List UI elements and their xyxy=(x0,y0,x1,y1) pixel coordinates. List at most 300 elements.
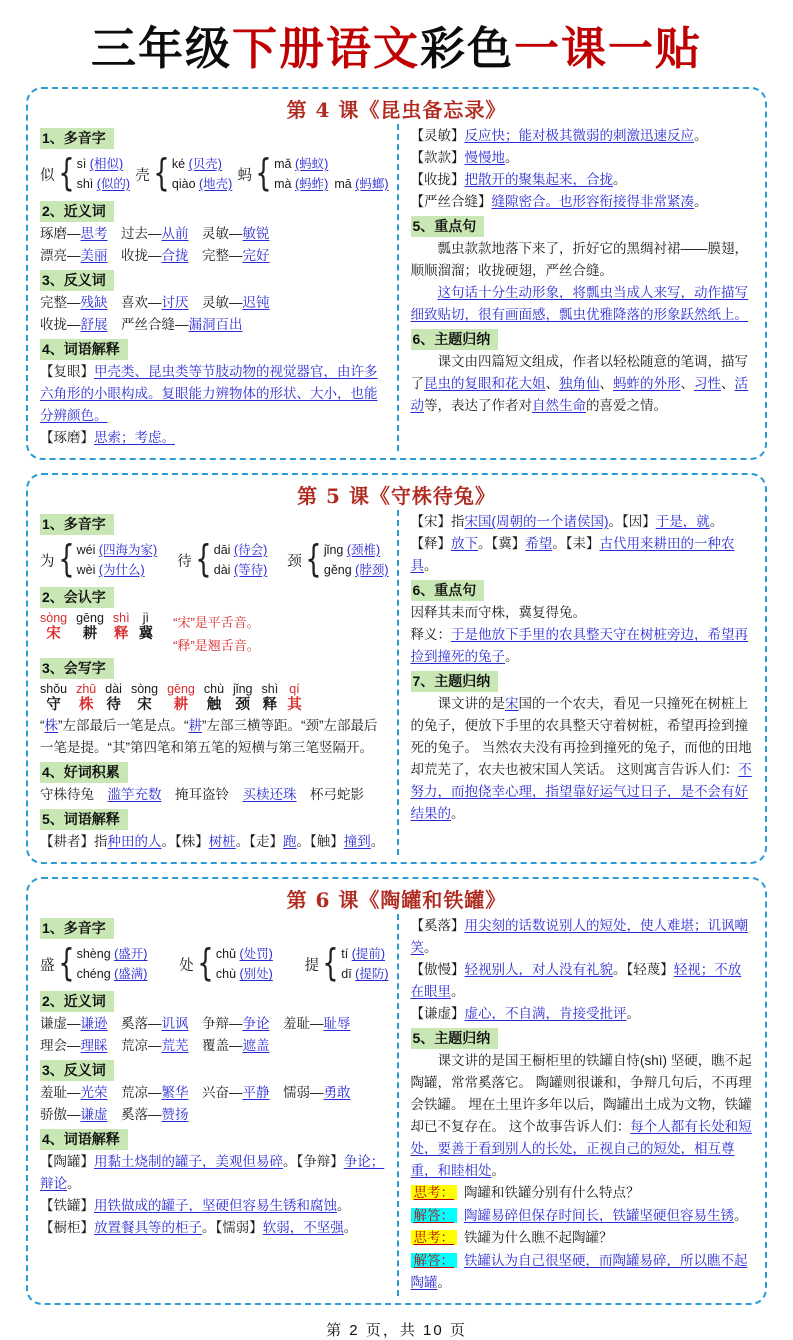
text-run: 。【走】 xyxy=(235,834,283,850)
paragraph xyxy=(40,1217,391,1239)
column-left xyxy=(38,510,397,855)
pinyin-stack xyxy=(262,682,279,714)
text-run: 习性 xyxy=(694,376,721,391)
section-heading xyxy=(411,329,754,350)
section-heading xyxy=(40,128,391,149)
brace-glyph: { xyxy=(195,537,212,582)
reading-pair xyxy=(324,543,380,557)
polyphone-group xyxy=(177,537,268,582)
lesson-card xyxy=(26,87,767,460)
text-run: 奚落— xyxy=(107,1016,162,1032)
text-run: 漏洞百出 xyxy=(188,317,243,332)
character-text: 宋 xyxy=(137,697,152,713)
pinyin-text: sòng xyxy=(130,682,159,696)
paragraph xyxy=(411,915,754,959)
text-run: 下册语文 xyxy=(231,22,420,75)
qa-row xyxy=(411,1205,754,1227)
text-run: 。 xyxy=(694,128,708,143)
text-run: 理睬 xyxy=(80,1038,108,1054)
pinyin-stack xyxy=(167,682,195,714)
example-word: (等待) xyxy=(233,563,268,577)
text-run: 缝隙密合。也形容衔接得非常紧凑 xyxy=(491,194,694,209)
paragraph xyxy=(411,511,754,533)
text-run: 平静 xyxy=(242,1085,270,1101)
pinyin-text: chù xyxy=(203,682,225,696)
page-footer: 第 2 页，共 10 页 xyxy=(326,1322,467,1340)
column-right xyxy=(397,914,756,1296)
text-run: 喜欢— xyxy=(121,295,162,310)
section-heading-label: 6、重点句 xyxy=(411,580,485,601)
pinyin-stack xyxy=(76,682,96,714)
text-run: 讨厌 xyxy=(161,295,189,310)
qa-row xyxy=(411,1250,754,1295)
character-text: 释 xyxy=(114,626,129,642)
section-heading xyxy=(40,658,391,679)
pinyin-text: mǎ xyxy=(274,157,295,171)
text-run: 【耕者】指 xyxy=(40,834,108,850)
paragraph xyxy=(411,125,754,147)
text-run: 【灵敏】 xyxy=(410,128,465,143)
polyphone-base-char: 提 xyxy=(304,957,320,974)
text-run: 彩色 xyxy=(420,22,515,75)
section-heading-label: 4、好词积累 xyxy=(40,762,128,783)
text-run: 光荣 xyxy=(80,1085,108,1101)
text-run: 一课一贴 xyxy=(514,22,703,75)
text-run: 舒展 xyxy=(80,317,108,332)
paragraph xyxy=(411,1050,754,1182)
text-run: 于是，就 xyxy=(655,514,710,529)
paragraph xyxy=(40,1151,391,1195)
text-run xyxy=(189,248,203,263)
text-run: 。 xyxy=(437,1275,451,1291)
pinyin-character-row xyxy=(40,680,391,715)
character-text: 耕 xyxy=(173,697,189,713)
section-heading xyxy=(40,1129,391,1150)
answer-label: 解答： xyxy=(411,1208,458,1223)
reading-pair xyxy=(341,967,388,981)
text-run: 谦虚— xyxy=(40,1016,81,1032)
text-run: 。 xyxy=(505,649,519,664)
text-run: 三年级 xyxy=(90,22,232,75)
section-heading xyxy=(40,762,391,783)
pinyin-stack xyxy=(131,682,158,714)
pinyin-stack xyxy=(40,611,67,643)
pinyin-text: jì xyxy=(142,611,149,625)
example-word: (蚂螂) xyxy=(355,177,389,191)
paragraph xyxy=(40,223,391,245)
text-run: 理会— xyxy=(40,1038,81,1054)
paragraph xyxy=(40,1195,391,1217)
text-run: 【陶罐】 xyxy=(40,1154,94,1170)
text-run: 等，表达了作者对 xyxy=(424,398,532,413)
pinyin-text: dāi xyxy=(213,543,234,557)
text-run: 种田的人 xyxy=(107,834,162,850)
pinyin-text: qiào xyxy=(171,177,199,191)
text-run: 【款款】 xyxy=(410,150,465,165)
section-title: 第 6 课《陶罐和铁罐》 xyxy=(286,888,507,913)
text-run: 合拢 xyxy=(161,248,189,263)
pinyin-stack xyxy=(139,611,154,643)
think-label: 思考： xyxy=(411,1230,458,1245)
paragraph xyxy=(411,693,754,825)
text-run: 课文讲的是国王橱柜里的铁罐自恃(shì) 坚硬，瞧不起陶罐，常常奚落它。 陶罐则很谦和，争辩几句后，不再理会铁罐。 埋在土里许多年以后，陶罐出土成为文物，铁罐却已不复存在。 这个故事告诉人们： xyxy=(410,1053,752,1135)
text-run: 过去— xyxy=(121,226,162,241)
text-run: 课文由四篇短文组成，作者以轻松随意的笔调，描写了 xyxy=(410,354,748,391)
pinyin-text: shì xyxy=(261,682,279,696)
text-run: 【谦虚】 xyxy=(410,1006,465,1022)
character-text: 守 xyxy=(46,697,61,713)
text-run: 。 xyxy=(694,194,708,209)
text-run: 羞耻— xyxy=(40,1085,81,1101)
text-run: 收拢— xyxy=(121,248,162,263)
text-run: 。【争辩】 xyxy=(283,1154,344,1170)
text-run: 课文讲的是 xyxy=(437,696,505,711)
brace-glyph: { xyxy=(197,941,214,986)
pinyin-text: shèng xyxy=(76,947,115,962)
text-run xyxy=(108,317,122,332)
reading-pair xyxy=(77,967,148,981)
paragraph xyxy=(40,292,391,314)
text-run: 轻视别人，对人没有礼貌 xyxy=(464,962,613,978)
paragraph xyxy=(411,169,754,191)
text-run: 放下 xyxy=(451,536,478,551)
polyphone-readings xyxy=(214,540,267,580)
polyphone-base-char: 蚂 xyxy=(237,167,253,184)
page-title xyxy=(0,0,793,87)
text-run: 跑 xyxy=(283,834,297,850)
polyphone-reading-line xyxy=(214,540,267,560)
pinyin-text: gēng xyxy=(167,682,195,696)
text-run: 。【触】 xyxy=(296,834,344,850)
polyphone-base-char: 盛 xyxy=(40,957,55,974)
pinyin-character-list xyxy=(40,682,302,714)
text-run: 掩耳盗铃 xyxy=(161,787,243,803)
pinyin-text: shì xyxy=(112,611,130,625)
example-word: (蚂蚱) xyxy=(294,177,329,191)
text-run: 敏锐 xyxy=(242,226,270,241)
answer-label: 解答： xyxy=(411,1253,458,1268)
text-run: 买椟还珠 xyxy=(242,787,297,803)
pinyin-text: jǐng xyxy=(233,682,253,696)
brace-glyph: { xyxy=(57,151,75,196)
polyphone-readings xyxy=(216,944,273,984)
pinyin-text: dī xyxy=(341,967,356,982)
text-run: 蚂蚱的外形 xyxy=(613,376,681,391)
brace-glyph: { xyxy=(153,151,170,196)
text-run: 赞扬 xyxy=(161,1107,189,1123)
polyphone-readings xyxy=(324,540,389,580)
text-run: 勇敢 xyxy=(323,1085,351,1101)
text-run: 耻辱 xyxy=(323,1016,351,1032)
polyphone-reading-line xyxy=(77,540,158,560)
text-run: 软弱，不坚强 xyxy=(262,1220,344,1236)
text-run: 繁华 xyxy=(161,1085,189,1101)
text-run: 严丝合缝— xyxy=(121,317,189,332)
text-run: 、 xyxy=(721,376,735,391)
text-run: 。 xyxy=(626,1006,640,1022)
text-run: 虚心，不自满，肯接受批评 xyxy=(464,1006,627,1022)
polyphone-group xyxy=(287,537,389,582)
polyphone-group xyxy=(40,151,131,196)
section-heading xyxy=(40,991,391,1012)
think-label: 思考： xyxy=(411,1185,458,1200)
paragraph xyxy=(40,715,391,759)
polyphone-group xyxy=(135,151,233,196)
polyphone-reading-line xyxy=(77,154,130,174)
text-run: 【橱柜】 xyxy=(40,1220,94,1236)
text-run: 灵敏— xyxy=(202,295,243,310)
section-heading-label: 3、反义词 xyxy=(40,1060,114,1081)
text-run: 。【耒】 xyxy=(552,536,600,551)
text-run: 、 xyxy=(545,376,559,391)
reading-pair xyxy=(172,157,222,171)
text-run: 株 xyxy=(44,718,58,734)
text-run: 【奚落】 xyxy=(410,918,465,934)
text-run: 【复眼】 xyxy=(40,364,94,379)
section-heading-label: 4、词语解释 xyxy=(40,339,128,360)
text-run: 争论；辩论 xyxy=(40,1154,385,1192)
text-run xyxy=(189,295,203,310)
paragraph xyxy=(40,245,391,267)
qa-row xyxy=(411,1227,754,1249)
polyphone-reading-line xyxy=(274,154,388,174)
polyphone-group xyxy=(304,941,389,986)
text-run: 完好 xyxy=(242,248,270,263)
section-heading-label: 5、重点句 xyxy=(411,216,485,237)
lesson-card xyxy=(26,877,767,1305)
paragraph xyxy=(40,831,391,853)
text-run: 瓢虫款款地落下来了，折好它的黑绸衬裙——膜翅，顺顺溜溜；收拢硬翅，严丝合缝。 xyxy=(410,241,748,278)
text-run: 遮盖 xyxy=(242,1038,270,1054)
section-heading-label: 2、近义词 xyxy=(40,201,114,222)
reading-pair xyxy=(214,543,267,557)
pinyin-text: dài xyxy=(105,682,122,696)
text-run: ”左部最后一笔是点。“ xyxy=(58,718,189,734)
text-run: 奚落— xyxy=(107,1107,162,1123)
example-word: (贝壳) xyxy=(188,157,222,171)
card-columns xyxy=(38,510,755,855)
character-text: 颈 xyxy=(235,697,251,713)
section-heading xyxy=(40,514,391,535)
character-text: 触 xyxy=(206,697,222,713)
text-run: 杯弓蛇影 xyxy=(296,787,364,803)
reading-pair xyxy=(77,157,124,171)
text-run: 完整— xyxy=(40,295,81,310)
section-heading xyxy=(411,580,754,601)
text-run: 骄傲— xyxy=(40,1107,81,1123)
text-run: 收拢— xyxy=(40,317,81,332)
text-run: 思考 xyxy=(80,226,108,241)
paragraph xyxy=(40,1082,391,1104)
pinyin-text: mà xyxy=(274,177,295,191)
paragraph xyxy=(40,1035,391,1057)
text-run: 【宋】指 xyxy=(410,514,465,529)
text-run: 谦虚 xyxy=(80,1107,108,1123)
character-text: 冀 xyxy=(138,626,154,642)
card-columns xyxy=(38,124,755,451)
paragraph xyxy=(40,361,391,427)
text-run: 活动 xyxy=(410,376,748,413)
section-title: 第 4 课《昆虫备忘录》 xyxy=(286,98,507,122)
text-run xyxy=(108,226,122,241)
pinyin-text: chù xyxy=(215,967,240,982)
polyphone-group xyxy=(237,151,389,196)
example-word: (相似) xyxy=(89,157,124,171)
text-run: 懦弱— xyxy=(269,1085,324,1101)
paragraph xyxy=(40,1013,391,1035)
paragraph xyxy=(411,238,754,282)
text-run: 用黏土烧制的罐子，美观但易碎 xyxy=(94,1154,283,1170)
reading-pair xyxy=(77,177,130,191)
text-run: 漂亮— xyxy=(40,248,81,263)
text-run: 琢磨— xyxy=(40,226,81,241)
section-title: 第 5 课《守株待兔》 xyxy=(297,484,496,508)
paragraph xyxy=(411,351,754,417)
pronunciation-note: “宋”是平舌音。 xyxy=(173,615,260,630)
brace-glyph: { xyxy=(57,941,75,986)
text-run: 。【株】 xyxy=(161,834,209,850)
text-run: 。 xyxy=(424,558,438,573)
section-heading xyxy=(40,809,391,830)
text-run: 。 xyxy=(451,806,465,821)
reading-pair xyxy=(341,947,385,961)
lesson-card xyxy=(26,473,767,864)
reading-pair xyxy=(214,563,267,577)
text-run: 放置餐具等的柜子 xyxy=(94,1220,202,1236)
character-text: 其 xyxy=(287,697,302,713)
polyphone-group xyxy=(40,941,148,986)
pinyin-stack xyxy=(105,682,122,714)
polyphone-base-char: 处 xyxy=(179,957,194,974)
text-run: 【傲慢】 xyxy=(410,962,465,978)
polyphone-reading-line xyxy=(341,964,388,984)
pinyin-text: chǔ xyxy=(215,947,240,962)
polyphone-readings xyxy=(77,944,148,984)
polyphone-reading-line xyxy=(77,964,148,984)
section-heading xyxy=(40,270,391,291)
text-run: 撞到 xyxy=(343,834,371,850)
example-word: (为什么) xyxy=(98,563,145,577)
text-run: 甲壳类、昆虫类等节肢动物的视觉器官，由许多六角形的小眼构成。复眼能力辨物体的形状、大小，也能分辨颜色。 xyxy=(40,364,378,423)
column-right xyxy=(397,510,756,855)
text-run: 希望 xyxy=(525,536,553,551)
text-run: 的喜爱之情。 xyxy=(586,398,667,413)
brace-glyph: { xyxy=(322,941,339,986)
pinyin-stack xyxy=(204,682,224,714)
reading-pair xyxy=(334,177,388,191)
text-run: 从前 xyxy=(161,226,189,241)
pinyin-text: jǐng xyxy=(323,543,347,557)
section-heading-label: 5、主题归纳 xyxy=(411,1028,499,1049)
text-run: 自然生命 xyxy=(532,398,586,413)
brace-glyph: { xyxy=(57,537,75,582)
text-run: 迟钝 xyxy=(242,295,270,310)
section-heading xyxy=(40,1060,391,1081)
text-run: 争论 xyxy=(242,1016,270,1032)
text-run: 释义： xyxy=(410,627,451,642)
pinyin-text: shǒu xyxy=(40,682,68,696)
text-run: 思索；考虑。 xyxy=(94,430,175,445)
paragraph xyxy=(411,147,754,169)
pinyin-stack xyxy=(287,682,302,714)
text-run: 把散开的聚集起来，合拢 xyxy=(464,172,613,187)
text-run: 、 xyxy=(599,376,613,391)
text-run: 。【懦弱】 xyxy=(202,1220,263,1236)
paragraph xyxy=(411,191,754,213)
text-run: 。 xyxy=(67,1176,81,1192)
pinyin-text: zhū xyxy=(76,682,97,696)
text-run: 。 xyxy=(709,514,724,529)
character-text: 耕 xyxy=(82,626,98,642)
character-text: 待 xyxy=(106,697,121,713)
text-run: 覆盖— xyxy=(188,1038,243,1054)
polyphone-reading-line xyxy=(216,964,273,984)
text-run: 不努力，而抱侥幸心理，指望靠好运气过日子，是不会有好结果的 xyxy=(410,762,752,821)
text-run: 荒凉— xyxy=(107,1085,162,1101)
qa-row xyxy=(411,1182,754,1204)
section-heading-label: 3、会写字 xyxy=(40,658,114,679)
text-run: 。【轻蔑】 xyxy=(613,962,674,978)
text-run: 完整— xyxy=(202,248,243,263)
polyphone-reading-line xyxy=(77,174,130,194)
pinyin-stack xyxy=(40,682,67,714)
example-word: (待会) xyxy=(233,543,268,557)
pinyin-text: mā xyxy=(334,177,356,191)
polyphone-base-char: 为 xyxy=(40,553,55,570)
example-word: (处罚) xyxy=(239,947,273,962)
section-heading xyxy=(40,201,391,222)
polyphone-reading-line xyxy=(324,560,389,580)
text-run: 美丽 xyxy=(80,248,108,263)
pinyin-text: gēng xyxy=(76,611,104,625)
text-run: 。 xyxy=(424,940,438,956)
text-run: 于是他放下手里的农具整天守在树桩旁边，希望再捡到撞死的兔子 xyxy=(410,627,748,664)
example-word: (别处) xyxy=(239,967,273,982)
text-run: 宋国(周朝的一个诸侯国) xyxy=(464,514,609,529)
text-run: 国的一个农夫，看见一只撞死在树桩上的兔子，便放下手里的农具整天守着树桩，希望再捡到撞死的兔子。 当然农夫没有再捡到撞死的兔子，而他的田地却荒芜了，农夫也被宋国人笑话。 这则寓言告诉人们： xyxy=(410,696,752,777)
column-left xyxy=(38,914,397,1296)
text-run: 因释其耒而守株，冀复得兔。 xyxy=(410,605,586,620)
polyphone-reading-line xyxy=(172,154,232,174)
polyphone-reading-line xyxy=(274,174,388,194)
polyphone-group xyxy=(40,537,158,582)
brace-glyph: { xyxy=(255,151,272,196)
lesson-cards-container xyxy=(0,87,793,1305)
polyphone-reading-line xyxy=(172,174,232,194)
text-run: 宋 xyxy=(505,696,519,711)
text-run: 。 xyxy=(343,1220,358,1236)
example-word: (提防) xyxy=(355,967,389,982)
text-run: 羞耻— xyxy=(269,1016,324,1032)
card-columns xyxy=(38,914,755,1296)
text-run: 讥讽 xyxy=(161,1016,189,1032)
text-run: 慢慢地 xyxy=(464,150,505,165)
text-run: 滥竽充数 xyxy=(107,787,162,803)
polyphone-base-char: 待 xyxy=(177,553,192,570)
column-left xyxy=(38,124,397,451)
text-run: 反应快；能对极其微弱的刺激迅速反应 xyxy=(464,128,694,143)
pinyin-text: gěng xyxy=(323,563,356,577)
text-run: 陶罐易碎但保存时间长，铁罐坚硬但容易生锈 xyxy=(464,1207,734,1223)
example-word: (四海为家) xyxy=(98,543,158,557)
reading-pair xyxy=(77,543,158,557)
reading-pair xyxy=(274,177,328,191)
section-heading xyxy=(40,587,391,608)
section-heading-label: 2、会认字 xyxy=(40,587,114,608)
example-word: (似的) xyxy=(96,177,131,191)
paragraph xyxy=(411,624,754,668)
text-run: 。 xyxy=(337,1198,351,1214)
